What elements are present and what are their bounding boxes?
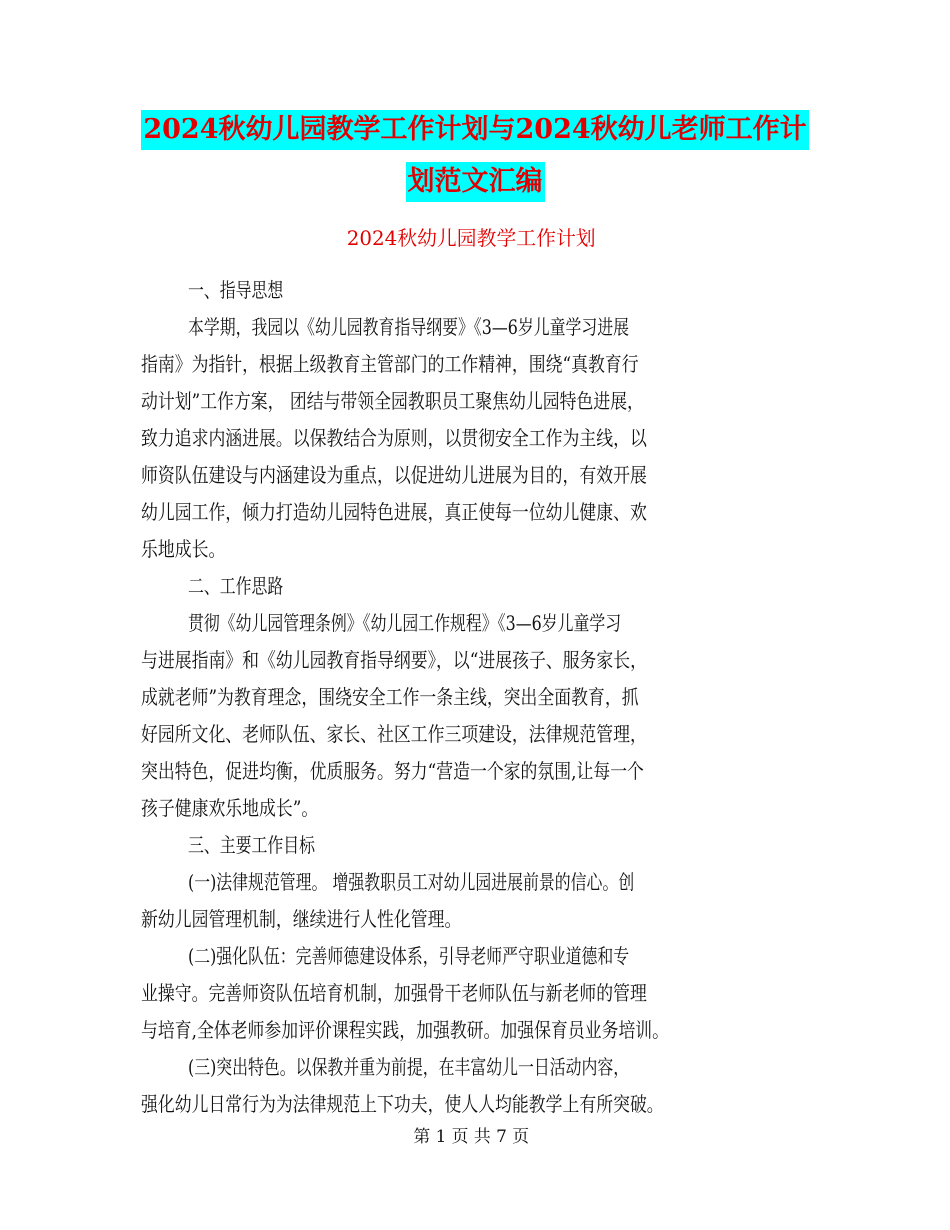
body-line: 贯彻《幼儿园管理条例》《幼儿园工作规程》《3—6岁儿童学习: [188, 611, 622, 635]
body-line: 好园所文化、老师队伍、家长、社区工作三项建设，法律规范管理，: [141, 722, 647, 746]
body-line: (一)法律规范管理。 增强教职员工对幼儿园进展前景的信心。创: [188, 870, 635, 894]
body-line: 本学期，我园以《幼儿园教育指导纲要》《3—6岁儿童学习进展: [188, 315, 630, 339]
body-line: (三)突出特色。以保教并重为前提，在丰富幼儿一日活动内容，: [188, 1055, 630, 1079]
section-subtitle: 2024秋幼儿园教学工作计划: [346, 226, 596, 250]
body-line: 幼儿园工作，倾力打造幼儿园特色进展，真正使每一位幼儿健康、欢: [141, 500, 647, 524]
body-line: 与培育,全体老师参加评价课程实践，加强教研。加强保育员业务培训。: [141, 1018, 670, 1042]
body-line: 一、指导思想: [188, 278, 284, 302]
body-line: 三、主要工作目标: [188, 833, 316, 857]
body-line: 致力追求内涵进展。以保教结合为原则，以贯彻安全工作为主线，以: [141, 426, 647, 450]
document-title: [0, 110, 950, 202]
title-line-1: 2024秋幼儿园教学工作计划与2024秋幼儿老师工作计: [141, 110, 808, 150]
body-line: 动计划”工作方案， 团结与带领全园教职员工聚焦幼儿园特色进展，: [141, 389, 644, 413]
body-line: 成就老师”为教育理念，围绕安全工作一条主线，突出全面教育，抓: [141, 685, 639, 709]
page-footer: 第 1 页 共 7 页: [413, 1127, 530, 1147]
body-line: 业操守。完善师资队伍培育机制，加强骨干老师队伍与新老师的管理: [141, 981, 647, 1005]
body-line: 强化幼儿日常行为为法律规范上下功夫，使人人均能教学上有所突破。: [141, 1092, 664, 1116]
body-line: 二、工作思路: [188, 574, 284, 598]
body-line: 乐地成长。: [141, 537, 226, 561]
body-line: (二)强化队伍：完善师德建设体系，引导老师严守职业道德和专: [188, 944, 630, 968]
body-line: 师资队伍建设与内涵建设为重点，以促进幼儿进展为目的，有效开展: [141, 463, 647, 487]
body-line: 指南》为指针，根据上级教育主管部门的工作精神，围绕“真教育行: [141, 352, 639, 376]
body-line: 新幼儿园管理机制，继续进行人性化管理。: [141, 907, 462, 931]
body-line: 孩子健康欢乐地成长”。: [141, 796, 319, 820]
title-line-2: 划范文汇编: [406, 162, 545, 202]
body-line: 与进展指南》和《幼儿园教育指导纲要》，以“进展孩子、服务家长，: [141, 648, 647, 672]
body-line: 突出特色，促进均衡，优质服务。努力“营造一个家的氛围,让每一个: [141, 759, 644, 783]
